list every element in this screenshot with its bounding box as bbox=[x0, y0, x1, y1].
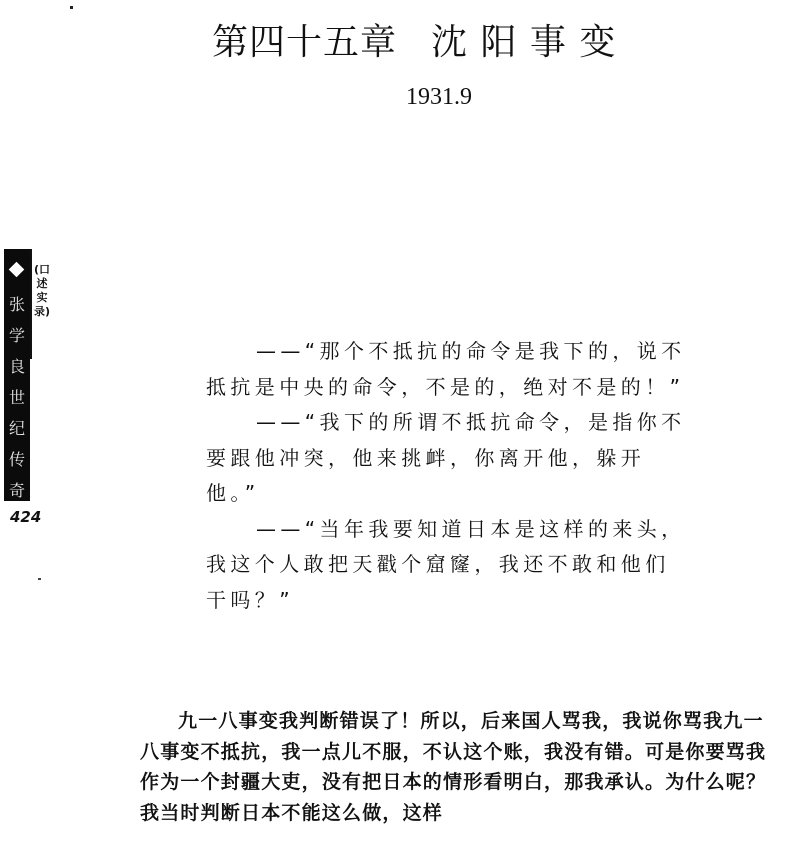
chapter-number: 第四十五章 bbox=[212, 22, 398, 63]
chapter-heading bbox=[212, 14, 682, 65]
epigraph bbox=[206, 334, 690, 618]
body-text bbox=[140, 706, 776, 828]
scan-speck bbox=[70, 6, 73, 9]
epigraph-quote: ——“当年我要知道日本是这样的来头，我这个人敢把天戳个窟窿，我还不敢和他们干吗？” bbox=[206, 516, 686, 612]
page-number: 424 bbox=[10, 508, 42, 526]
diamond-icon bbox=[9, 262, 25, 278]
book-subtitle-tab bbox=[30, 249, 52, 359]
chapter-date: 1931.9 bbox=[406, 84, 472, 110]
book-title-tab bbox=[4, 249, 30, 501]
paragraph: 九一八事变我判断错误了！所以，后来国人骂我，我说你骂我九一八事变不抵抗，我一点儿不服，不认这个账，我没有错。可是你要骂我作为一个封疆大吏，没有把日本的情形看明白，那我承认。为什么呢？我当时判断日本不能这么做，这样 bbox=[140, 710, 767, 824]
chapter-title: 沈 阳 事 变 bbox=[431, 22, 617, 63]
book-subtitle: (口述实录) bbox=[34, 263, 51, 318]
epigraph-quote: ——“我下的所谓不抵抗命令，是指你不要跟他冲突，他来挑衅，你离开他，躲开他。” bbox=[206, 410, 686, 505]
epigraph-quote: ——“那个不抵抗的命令是我下的，说不抵抗是中央的命令，不是的，绝对不是的！” bbox=[206, 339, 686, 399]
book-title: 张学良世纪传奇 bbox=[8, 295, 25, 500]
scan-speck bbox=[38, 578, 41, 580]
